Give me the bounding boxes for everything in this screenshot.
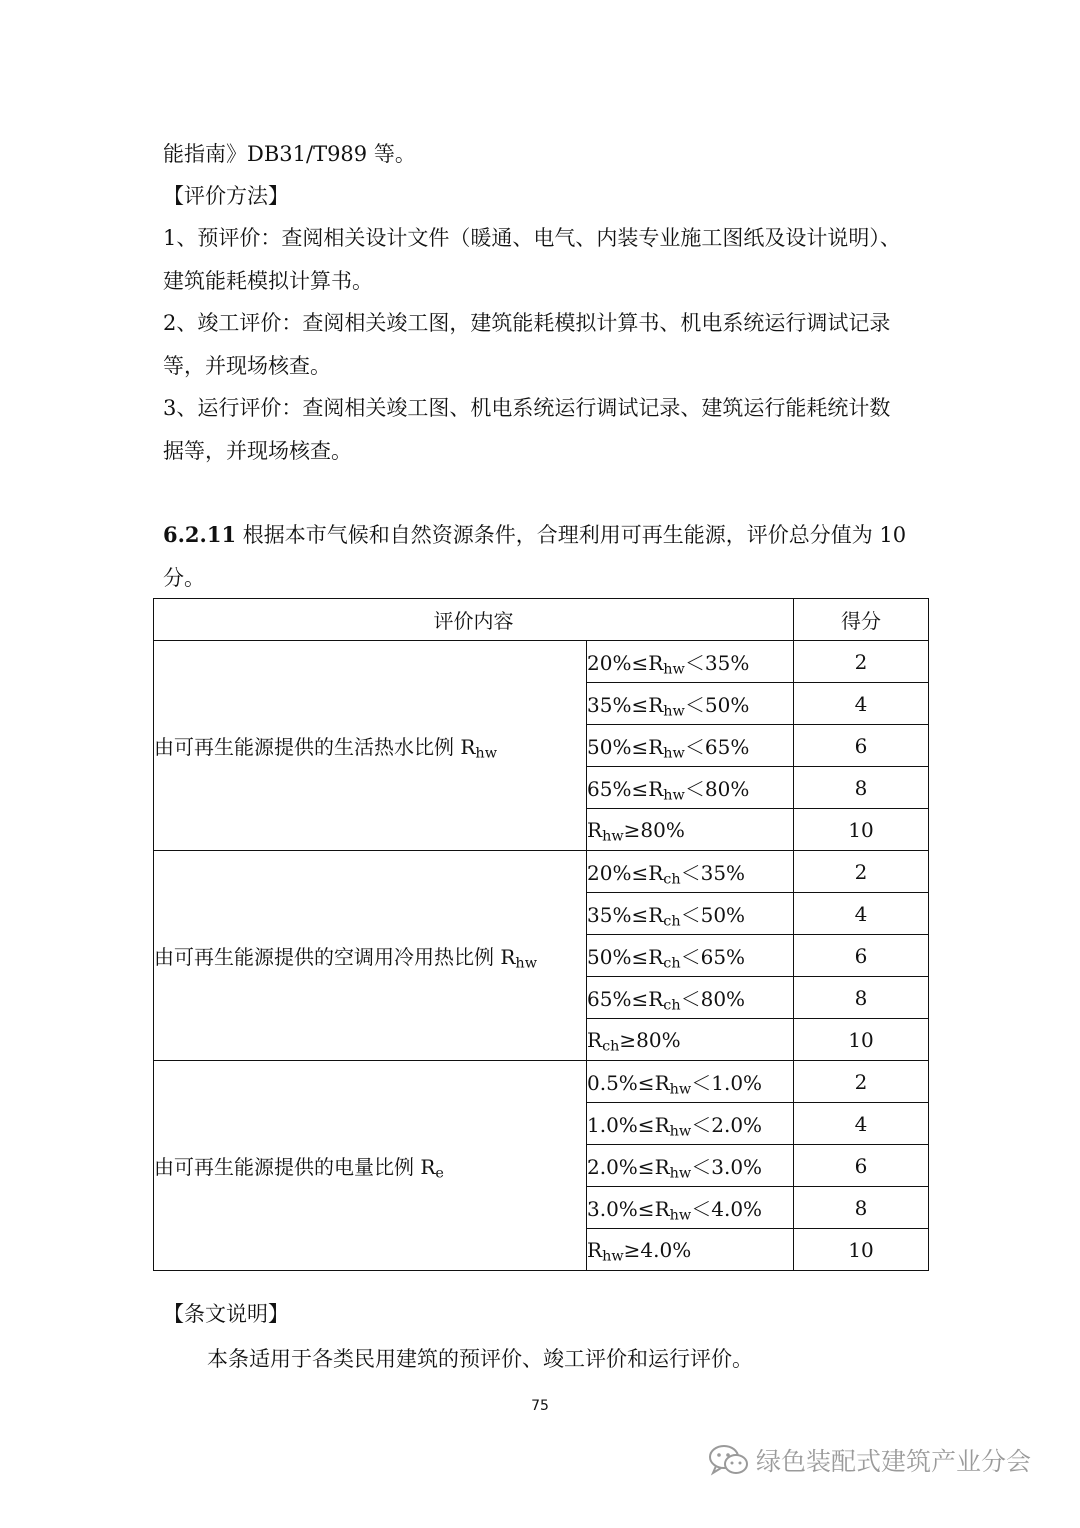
condition-cell	[587, 1187, 794, 1229]
score-cell: 6	[794, 935, 929, 977]
condition-pre: R	[587, 1027, 603, 1052]
condition-post: ＜1.0%	[691, 1071, 763, 1095]
condition-pre: 0.5%≤R	[587, 1071, 670, 1095]
condition-sub: hw	[602, 1248, 624, 1265]
score-cell: 6	[794, 1145, 929, 1187]
criterion-label-text: 由可再生能源提供的空调用冷用热比例 R	[154, 945, 516, 969]
score-cell: 10	[794, 1019, 929, 1061]
condition-cell	[587, 641, 794, 683]
score-cell: 10	[794, 809, 929, 851]
condition-post: ＜35%	[680, 861, 746, 885]
condition-pre: 35%≤R	[587, 693, 664, 717]
score-cell: 2	[794, 851, 929, 893]
condition-post: ＜50%	[680, 903, 746, 927]
condition-cell	[587, 1019, 794, 1061]
score-cell: 8	[794, 1187, 929, 1229]
condition-cell	[587, 725, 794, 767]
condition-cell	[587, 935, 794, 977]
condition-post: ≥80%	[619, 1027, 681, 1052]
score-table-body	[154, 641, 929, 1271]
score-cell: 2	[794, 641, 929, 683]
criterion-label-subscript: hw	[475, 745, 498, 762]
condition-sub: ch	[602, 1038, 620, 1055]
explanation-text: 本条适用于各类民用建筑的预评价、竣工评价和运行评价。	[207, 1347, 753, 1371]
condition-sub: ch	[663, 997, 681, 1014]
condition-sub: hw	[663, 745, 685, 762]
condition-pre: R	[587, 1237, 603, 1262]
condition-cell	[587, 1103, 794, 1145]
condition-sub: ch	[663, 871, 681, 888]
condition-post: ＜35%	[684, 651, 750, 675]
page-number: 75	[531, 1398, 549, 1414]
condition-post: ＜80%	[684, 777, 750, 801]
clause-text: 根据本市气候和自然资源条件，合理利用可再生能源，评价总分值为 10	[236, 523, 907, 547]
condition-pre: 20%≤R	[587, 861, 664, 885]
condition-cell	[587, 1229, 794, 1271]
criterion-label	[154, 1061, 587, 1271]
condition-cell	[587, 683, 794, 725]
condition-post: ＜50%	[684, 693, 750, 717]
method-item-2-line-2: 等，并现场核查。	[163, 354, 331, 378]
wechat-icon	[708, 1443, 750, 1477]
condition-sub: hw	[669, 1123, 692, 1140]
condition-cell	[587, 1145, 794, 1187]
condition-cell	[587, 1061, 794, 1103]
condition-sub: hw	[669, 1207, 692, 1224]
method-item-1-line-1: 1、预评价：查阅相关设计文件（暖通、电气、内装专业施工图纸及设计说明）、	[163, 226, 901, 250]
condition-cell	[587, 767, 794, 809]
score-cell: 4	[794, 683, 929, 725]
condition-pre: 65%≤R	[587, 777, 664, 801]
condition-post: ＜80%	[680, 987, 746, 1011]
table-row	[154, 1061, 929, 1103]
explanation-heading: 【条文说明】	[163, 1302, 289, 1326]
criterion-label	[154, 641, 587, 851]
method-heading: 【评价方法】	[163, 184, 289, 208]
method-item-1-line-2: 建筑能耗模拟计算书。	[163, 269, 373, 293]
condition-cell	[587, 809, 794, 851]
condition-post: ＜65%	[684, 735, 750, 759]
condition-sub: hw	[669, 1081, 692, 1098]
condition-pre: 35%≤R	[587, 903, 664, 927]
score-cell: 6	[794, 725, 929, 767]
intro-line-1: 能指南》DB31/T989 等。	[163, 142, 416, 166]
clause-text-line-2: 分。	[163, 566, 205, 590]
condition-pre: 20%≤R	[587, 651, 664, 675]
method-item-3-line-2: 据等，并现场核查。	[163, 439, 352, 463]
criterion-label-subscript: hw	[515, 955, 538, 972]
condition-post: ＜65%	[680, 945, 746, 969]
condition-sub: ch	[663, 955, 681, 972]
clause-number: 6.2.11	[163, 522, 237, 547]
condition-pre: 3.0%≤R	[587, 1197, 670, 1221]
criterion-label-subscript: e	[435, 1165, 444, 1182]
condition-post: ≥80%	[623, 817, 685, 842]
condition-cell	[587, 893, 794, 935]
condition-sub: hw	[663, 661, 685, 678]
condition-pre: 50%≤R	[587, 945, 664, 969]
condition-cell	[587, 977, 794, 1019]
condition-sub: hw	[602, 828, 624, 845]
header-score: 得分	[794, 599, 929, 641]
condition-sub: hw	[663, 703, 685, 720]
score-cell: 4	[794, 1103, 929, 1145]
method-item-3-line-1: 3、运行评价：查阅相关竣工图、机电系统运行调试记录、建筑运行能耗统计数	[163, 396, 891, 420]
condition-sub: ch	[663, 913, 681, 930]
score-cell: 10	[794, 1229, 929, 1271]
table-row	[154, 851, 929, 893]
table-header-row	[154, 599, 929, 641]
score-cell: 8	[794, 977, 929, 1019]
condition-sub: hw	[669, 1165, 692, 1182]
condition-sub: hw	[663, 787, 685, 804]
table-row	[154, 641, 929, 683]
header-content: 评价内容	[154, 599, 794, 641]
condition-pre: 50%≤R	[587, 735, 664, 759]
condition-post: ＜3.0%	[691, 1155, 763, 1179]
condition-pre: R	[587, 817, 603, 842]
criterion-label-text: 由可再生能源提供的生活热水比例 R	[154, 735, 476, 759]
method-item-2-line-1: 2、竣工评价：查阅相关竣工图，建筑能耗模拟计算书、机电系统运行调试记录	[163, 311, 891, 335]
condition-pre: 2.0%≤R	[587, 1155, 670, 1179]
watermark-text: 绿色装配式建筑产业分会	[756, 1447, 1032, 1476]
score-cell: 4	[794, 893, 929, 935]
criterion-label-text: 由可再生能源提供的电量比例 R	[154, 1155, 436, 1179]
score-table	[153, 598, 929, 1271]
condition-pre: 1.0%≤R	[587, 1113, 670, 1137]
criterion-label	[154, 851, 587, 1061]
condition-pre: 65%≤R	[587, 987, 664, 1011]
score-cell: 8	[794, 767, 929, 809]
condition-cell	[587, 851, 794, 893]
condition-post: ＜4.0%	[691, 1197, 763, 1221]
watermark	[708, 1440, 1058, 1480]
condition-post: ＜2.0%	[691, 1113, 763, 1137]
score-cell: 2	[794, 1061, 929, 1103]
clause-text-line-1	[163, 513, 923, 557]
condition-post: ≥4.0%	[623, 1237, 692, 1262]
